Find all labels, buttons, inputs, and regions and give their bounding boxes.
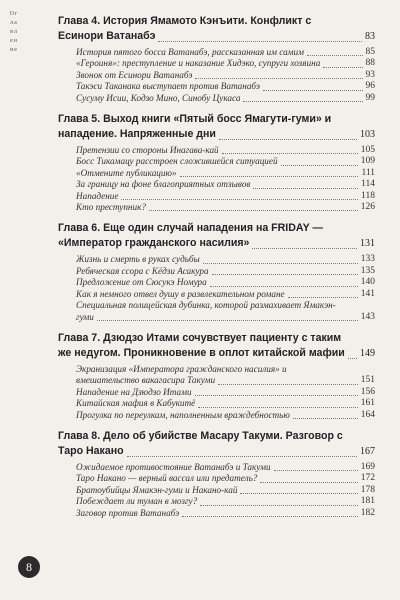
dot-leader xyxy=(260,481,357,483)
subsection-entry xyxy=(76,145,375,156)
subsection-title: Экранизация «Императора гражданского насилия» и вмешательство вакагасира Такуми xyxy=(76,363,287,386)
subsection-entry xyxy=(76,58,375,69)
dot-leader xyxy=(210,285,358,287)
subsection-page-number: 182 xyxy=(360,507,375,518)
subsection-page-number: 143 xyxy=(360,311,375,322)
subsection-page-number: 140 xyxy=(360,277,375,288)
subsection-page-number: 169 xyxy=(360,461,375,472)
subsection-entry xyxy=(76,473,375,484)
subsection-page-number: 164 xyxy=(360,409,375,420)
subsection-list xyxy=(76,47,375,104)
chapter-title: Глава 5. Выход книги «Пятый босс Ямагути-гуми» и нападение. Напряженные дни xyxy=(58,113,332,141)
chapter-page-number: 149 xyxy=(360,347,375,359)
chapter-entry xyxy=(58,221,375,322)
chapter-entry xyxy=(58,429,375,519)
subsection-title: Как я немного отвел душу в развлекательном романе xyxy=(76,288,285,299)
chapter-entry xyxy=(58,331,375,421)
dot-leader xyxy=(253,187,358,189)
subsection-page-number: 151 xyxy=(360,375,375,386)
subsection-page-number: 96 xyxy=(365,81,375,92)
subsection-entry xyxy=(76,410,375,421)
subsection-entry xyxy=(76,300,375,323)
dot-leader xyxy=(263,89,363,91)
subsection-title: За границу на фоне благоприятных отзывов xyxy=(76,179,251,190)
subsection-entry xyxy=(76,156,375,167)
subsection-title: Китайская мафия в Кабукитё xyxy=(76,398,196,409)
subsection-list xyxy=(76,254,375,322)
subsection-entry xyxy=(76,266,375,277)
subsection-title: Жизнь и смерть в руках судьбы xyxy=(76,254,200,265)
dot-leader xyxy=(240,492,357,494)
page-number-badge: 8 xyxy=(18,556,40,578)
subsection-entry xyxy=(76,398,375,409)
chapter-title: Глава 7. Дзюдзо Итами сочувствует пациенту с таким же недугом. Проникновение в оплот китайской мафии xyxy=(58,331,345,359)
subsection-title: Нападение на Дзюдзо Итами xyxy=(76,386,192,397)
subsection-title: Заговор против Ватанабэ xyxy=(76,507,180,518)
subsection-title: Ребяческая ссора с Кёдзи Асакура xyxy=(76,265,209,276)
subsection-entry xyxy=(76,179,375,190)
dot-leader xyxy=(158,40,362,42)
dot-leader xyxy=(281,164,358,166)
subsection-title: Братоубийцы Ямакэн-гуми и Накано-кай xyxy=(76,484,238,495)
subsection-title: Такэси Таканака выступает против Ватанабэ xyxy=(76,81,260,92)
subsection-page-number: 114 xyxy=(361,179,375,190)
subsection-title: Звонок от Есинори Ватанабэ xyxy=(76,69,193,80)
table-of-contents xyxy=(58,14,375,527)
subsection-page-number: 88 xyxy=(365,58,375,69)
chapter-heading xyxy=(58,112,375,142)
subsection-title: Таро Накано — верный вассал или предатель? xyxy=(76,473,258,484)
subsection-title: Предложение от Сюсукэ Номура xyxy=(76,277,207,288)
subsection-page-number: 109 xyxy=(360,156,375,167)
subsection-page-number: 93 xyxy=(365,69,375,80)
subsection-title: Кто преступник? xyxy=(76,202,146,213)
dot-leader xyxy=(182,515,358,517)
subsection-entry xyxy=(76,168,375,179)
dot-leader xyxy=(149,209,358,211)
chapter-title: Глава 8. Дело об убийстве Масару Такуми. Разговор с Таро Накано xyxy=(58,429,343,457)
dot-leader xyxy=(195,77,362,79)
subsection-entry xyxy=(76,93,375,104)
subsection-entry xyxy=(76,508,375,519)
subsection-title: Специальная полицейская дубинка, которой размахивает Ямакэн-гуми xyxy=(76,300,336,322)
dot-leader xyxy=(200,504,358,506)
subsection-page-number: 161 xyxy=(360,398,375,409)
dot-leader xyxy=(195,394,358,396)
subsection-page-number: 133 xyxy=(360,254,375,265)
subsection-list xyxy=(76,145,375,213)
dot-leader xyxy=(218,383,358,385)
dot-leader xyxy=(222,152,358,154)
chapter-page-number: 131 xyxy=(360,238,375,250)
dot-leader xyxy=(252,247,357,249)
dot-leader xyxy=(121,198,358,200)
subsection-page-number: 126 xyxy=(360,202,375,213)
subsection-page-number: 172 xyxy=(360,473,375,484)
dot-leader xyxy=(97,319,358,321)
subsection-page-number: 141 xyxy=(360,288,375,299)
subsection-page-number: 135 xyxy=(360,265,375,276)
chapter-heading xyxy=(58,14,375,44)
subsection-list xyxy=(76,462,375,519)
subsection-title: История пятого босса Ватанабэ, рассказанная им самим xyxy=(76,47,304,57)
subsection-title: Побеждает ли туман в мозгу? xyxy=(76,496,198,507)
section-side-label: Оглавление xyxy=(9,11,19,53)
subsection-title: «Отмените публикацию» xyxy=(76,167,177,178)
dot-leader xyxy=(323,66,362,68)
chapter-title: Глава 4. История Ямамото Кэнъити. Конфликт с Есинори Ватанабэ xyxy=(58,15,312,42)
dot-leader xyxy=(274,469,358,471)
subsection-list xyxy=(76,364,375,421)
subsection-title: Ожидаемое противостояние Ватанабэ и Такуми xyxy=(76,461,271,472)
subsection-entry xyxy=(76,462,375,473)
subsection-page-number: 156 xyxy=(360,386,375,397)
subsection-title: Босс Тикамацу расстроен сложившейся ситуацией xyxy=(76,156,278,167)
dot-leader xyxy=(127,455,357,457)
subsection-entry xyxy=(76,254,375,265)
subsection-page-number: 111 xyxy=(361,167,375,178)
subsection-page-number: 99 xyxy=(365,92,375,103)
subsection-page-number: 181 xyxy=(360,496,375,507)
dot-leader xyxy=(293,417,358,419)
dot-leader xyxy=(198,406,358,408)
dot-leader xyxy=(212,273,358,275)
dot-leader xyxy=(219,138,357,140)
subsection-page-number: 178 xyxy=(360,484,375,495)
chapter-page-number: 103 xyxy=(360,129,375,141)
subsection-title: Претензии со стороны Инагава-кай xyxy=(76,145,219,156)
dot-leader xyxy=(203,262,358,264)
subsection-title: «Героиня»: преступление и наказание Хидэко, супруги хозяина xyxy=(76,58,321,69)
dot-leader xyxy=(288,296,358,298)
subsection-entry xyxy=(76,47,375,58)
subsection-entry xyxy=(76,191,375,202)
subsection-entry xyxy=(76,289,375,300)
dot-leader xyxy=(243,100,362,102)
subsection-title: Сусуму Исии, Кодзо Мино, Синобу Цукаса xyxy=(76,92,241,103)
subsection-entry xyxy=(76,202,375,213)
subsection-title: Нападение xyxy=(76,190,119,201)
chapter-entry xyxy=(58,112,375,213)
subsection-title: Прогулка по переулкам, наполненным враждебностью xyxy=(76,409,290,420)
subsection-entry xyxy=(76,277,375,288)
chapter-page-number: 167 xyxy=(360,445,375,457)
dot-leader xyxy=(307,54,363,56)
subsection-entry xyxy=(76,387,375,398)
chapter-heading xyxy=(58,429,375,459)
chapter-page-number: 83 xyxy=(365,31,375,42)
subsection-page-number: 118 xyxy=(361,190,375,201)
subsection-page-number: 85 xyxy=(365,47,375,57)
subsection-entry xyxy=(76,485,375,496)
chapter-heading xyxy=(58,331,375,361)
subsection-entry xyxy=(76,496,375,507)
chapter-heading xyxy=(58,221,375,251)
subsection-entry xyxy=(76,364,375,387)
chapter-title: Глава 6. Еще один случай нападения на FRIDAY — «Император гражданского насилия» xyxy=(58,222,323,250)
subsection-entry xyxy=(76,70,375,81)
dot-leader xyxy=(180,175,359,177)
subsection-page-number: 105 xyxy=(360,145,375,156)
dot-leader xyxy=(348,357,357,359)
subsection-entry xyxy=(76,81,375,92)
chapter-entry xyxy=(58,14,375,104)
